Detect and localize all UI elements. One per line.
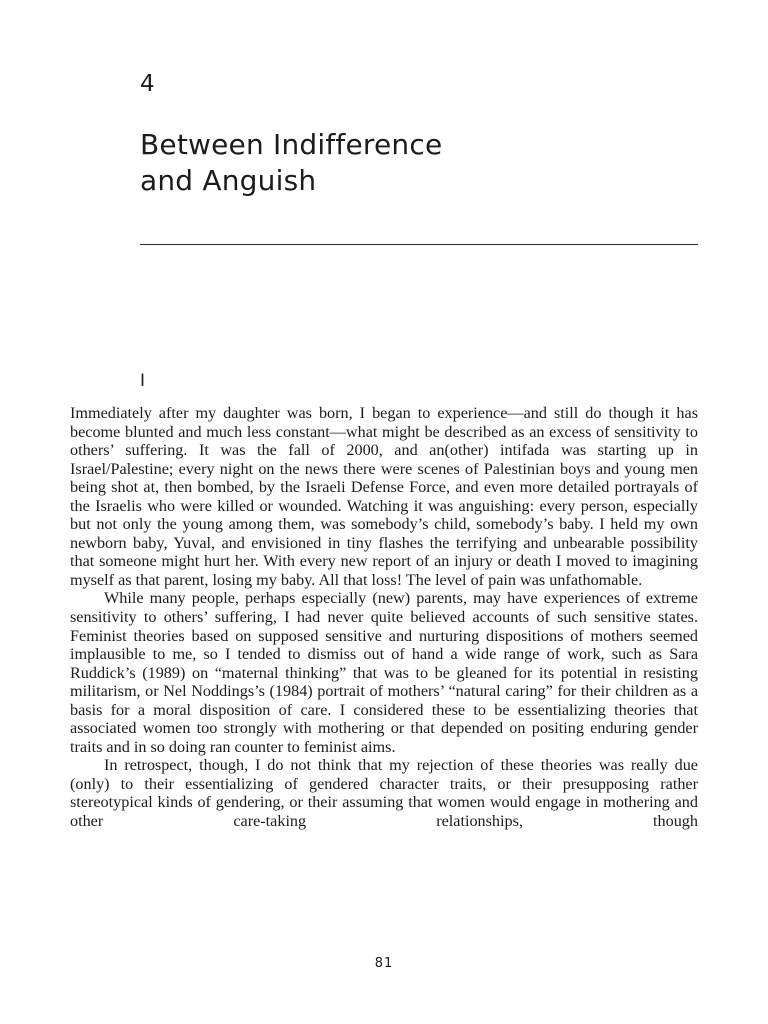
title-divider [140, 244, 698, 245]
chapter-title-line-1: Between Indifference [140, 128, 443, 161]
section-number: I [140, 371, 146, 391]
chapter-number: 4 [140, 71, 155, 97]
paragraph-1: Immediately after my daughter was born, I began to experience—and still do though it has become blunted and much less constant—what might be described as an excess of sensitivity to others’ suffering. It was the fall of 2000, and an(other) intifada was starting up in Israel/Palestine; every night on the news there were scenes of Palestinian boys and young men being shot at, then bombed, by the Israeli Defense Force, and even more detailed portrayals of the Israelis who were killed or wounded. Watching it was anguishing: every person, especially but not only the young among them, was somebody’s child, somebody’s baby. I held my own newborn baby, Yuval, and envisioned in tiny flashes the terrifying and unbearable possibility that someone might hurt her. With every new report of an injury or death I moved to imagining myself as that parent, losing my baby. All that loss! The level of pain was unfathomable. [70, 404, 698, 589]
paragraph-3: In retrospect, though, I do not think that my rejection of these theories was really due (only) to their essentializing of gendered character traits, or their presupposing rather stereotypical kinds of gendering, or their assuming that women would engage in mothering and other care-taking relationships, though [70, 756, 698, 831]
paragraph-2: While many people, perhaps especially (new) parents, may have experiences of extreme sensitivity to others’ suffering, I had never quite believed accounts of such sensitive states. Feminist theories based on supposed sensitive and nurturing dispositions of mothers seemed implausible to me, so I tended to dismiss out of hand a wide range of work, such as Sara Ruddick’s (1989) on “maternal thinking” that was to be gleaned for its potential in resisting militarism, or Nel Noddings’s (1984) portrait of mothers’ “natural caring” for their children as a basis for a moral disposition of care. I considered these to be essentializing theories that associated women too strongly with mothering or that depended on positing enduring gender traits and in so doing ran counter to feminist aims. [70, 589, 698, 756]
chapter-title-line-2: and Anguish [140, 164, 317, 197]
body-text [70, 404, 698, 831]
page-number: 81 [374, 956, 394, 971]
chapter-title [140, 127, 442, 199]
